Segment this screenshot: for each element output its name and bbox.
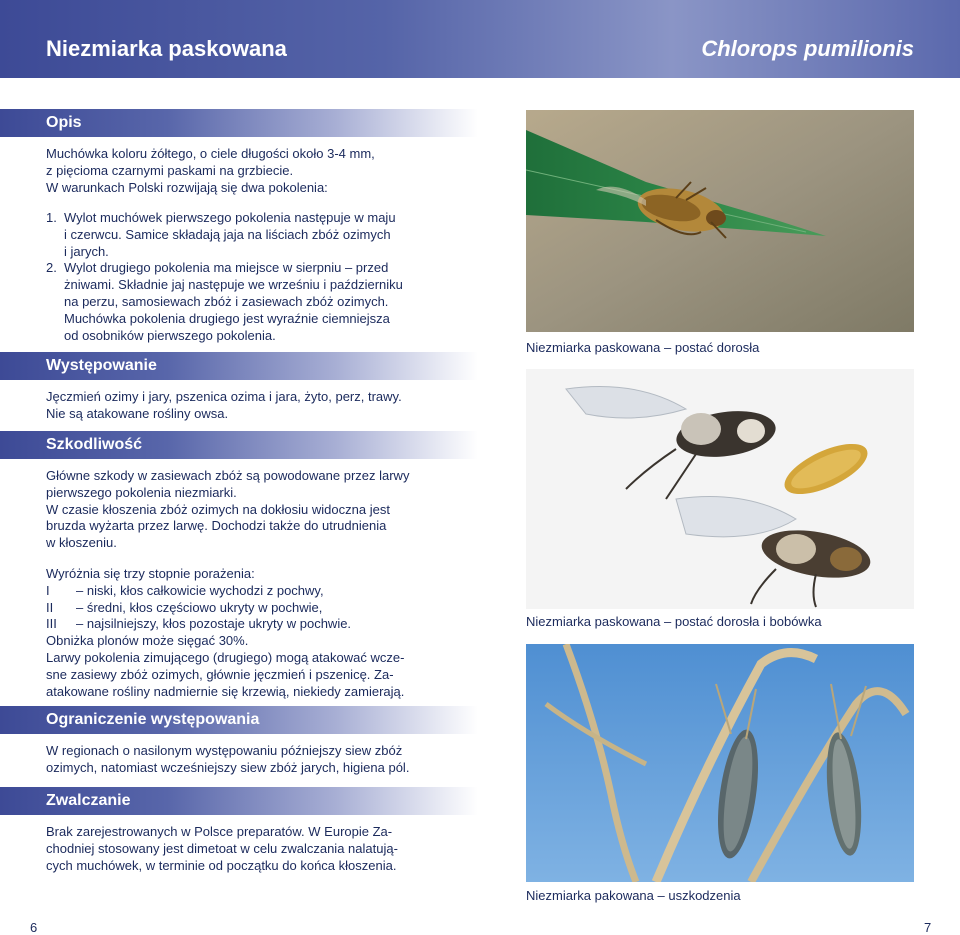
degree-item: [46, 616, 466, 633]
text-line: ozimych, natomiast wcześniejszy siew zbóż jarych, higiena pól.: [46, 759, 410, 775]
text-line: chodniej stosowany jest dimetoat w celu zwalczania nalatują-: [46, 840, 398, 856]
text-line: w kłoszeniu.: [46, 535, 117, 551]
degree-text: – średni, kłos częściowo ukryty w pochwie,: [76, 599, 323, 615]
szkodliwosc-para-1: [46, 468, 466, 552]
text-line: Wylot muchówek pierwszego pokolenia następuje w maju: [64, 210, 396, 225]
text-line: W czasie kłoszenia zbóż ozimych na dokłosiu widoczna jest: [46, 501, 390, 517]
text-line: sne zasiewy zbóż ozimych, głównie jęczmień i pszenicę. Za-: [46, 666, 394, 682]
text-line: Muchówka pokolenia drugiego jest wyraźnie ciemniejsza: [64, 310, 390, 326]
list-number: 2.: [46, 260, 57, 276]
text-line: bruzda wyżarta przez larwę. Dochodzi także do utrudnienia: [46, 518, 387, 534]
page-header: [0, 0, 960, 78]
section-header-opis: [0, 109, 478, 137]
photo-caption: Niezmiarka paskowana – postać dorosła i bobówka: [526, 614, 822, 629]
photo-caption: Niezmiarka paskowana – postać dorosła: [526, 340, 760, 355]
text-line: Wylot drugiego pokolenia ma miejsce w sierpniu – przed: [64, 260, 389, 276]
section-header-wystepowanie: [0, 352, 478, 380]
section-title: Zwalczanie: [46, 792, 131, 809]
photo-damaged-ears: [526, 644, 914, 882]
text-line: W warunkach Polski rozwijają się dwa pokolenia:: [46, 179, 328, 195]
opis-intro: [46, 146, 466, 196]
section-title: Szkodliwość: [46, 436, 143, 453]
wystepowanie-text: [46, 389, 466, 423]
degree-level: III: [46, 616, 57, 632]
degree-text: – najsilniejszy, kłos pozostaje ukryty w pochwie.: [76, 616, 352, 632]
text-line: Obniżka plonów może sięgać 30%.: [46, 633, 249, 649]
text-line: Brak zarejestrowanych w Polsce preparatów. W Europie Za-: [46, 824, 393, 839]
degree-item: [46, 583, 466, 600]
list-item: [46, 210, 466, 260]
degree-text: – niski, kłos całkowicie wychodzi z pochwy,: [76, 582, 324, 598]
section-header-zwalczanie: [0, 787, 478, 815]
photo-caption: Niezmiarka pakowana – uszkodzenia: [526, 888, 741, 903]
text-line: pierwszego pokolenia niezmiarki.: [46, 484, 237, 500]
text-line: Nie są atakowane rośliny owsa.: [46, 405, 229, 421]
text-line: od osobników pierwszego pokolenia.: [64, 327, 276, 343]
text-line: Muchówka koloru żółtego, o ciele długości około 3-4 mm,: [46, 146, 375, 161]
degree-item: [46, 600, 466, 617]
text-line: atakowane rośliny nadmiernie się krzewią, niekiedy zamierają.: [46, 683, 405, 699]
opis-generations-list: [46, 210, 466, 344]
text-line: i czerwcu. Samice składają jaja na liściach zbóż ozimych: [64, 226, 391, 242]
list-number: 1.: [46, 210, 57, 225]
section-title: Opis: [46, 114, 82, 131]
text-line: żniwami. Składnie jaj następuje we wrześniu i październiku: [64, 277, 403, 293]
ograniczenie-text: [46, 743, 466, 777]
text-line: Główne szkody w zasiewach zbóż są powodowane przez larwy: [46, 468, 410, 483]
section-title: Ograniczenie występowania: [46, 711, 260, 728]
text-line: W regionach o nasilonym występowaniu późniejszy siew zbóż: [46, 743, 403, 758]
text-line: z pięcioma czarnymi paskami na grzbiecie.: [46, 162, 294, 178]
text-line: cych muchówek, w terminie od początku do końca kłoszenia.: [46, 857, 397, 873]
zwalczanie-text: [46, 824, 466, 874]
text-line: na perzu, samosiewach zbóż i zasiewach zbóż ozimych.: [64, 293, 389, 309]
page-number-left: 6: [30, 920, 38, 935]
page-number-right: 7: [924, 920, 932, 935]
degree-level: II: [46, 599, 54, 615]
section-header-szkodliwosc: [0, 431, 478, 459]
section-title: Występowanie: [46, 357, 157, 374]
section-header-ograniczenie: [0, 706, 478, 734]
species-name-polish: Niezmiarka paskowana: [46, 36, 287, 61]
text-line: Jęczmień ozimy i jary, pszenica ozima i jara, żyto, perz, trawy.: [46, 389, 402, 404]
degree-level: I: [46, 582, 50, 598]
species-name-latin: Chlorops pumilionis: [701, 36, 914, 61]
photo-adult-flies-and-pupa: [526, 369, 914, 609]
text-line: Wyróżnia się trzy stopnie porażenia:: [46, 566, 255, 581]
text-line: Larwy pokolenia zimującego (drugiego) mogą atakować wcze-: [46, 649, 405, 665]
szkodliwosc-degrees: [46, 566, 466, 700]
list-item: [46, 260, 466, 344]
photo-adult-fly-on-leaf: [526, 110, 914, 332]
text-line: i jarych.: [64, 243, 109, 259]
